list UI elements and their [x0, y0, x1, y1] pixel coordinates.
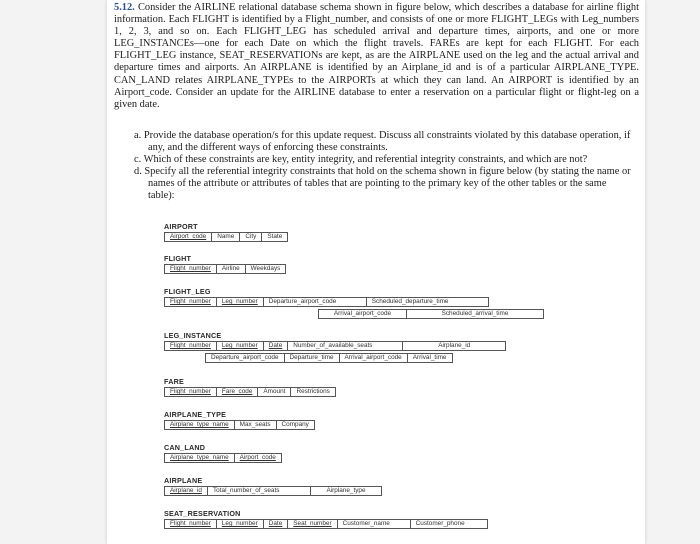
table-name: FLIGHT_LEG	[164, 287, 211, 296]
airport-table	[164, 222, 288, 242]
attribute-cell: Flight_number	[164, 387, 217, 397]
attribute-cell: Airplane_id	[403, 341, 506, 351]
attribute-cell: Seat_number	[288, 519, 337, 529]
attribute-cell: Weekdays	[246, 264, 287, 274]
question-c: c. Which of these constraints are key, entity integrity, and referential integrity constraints, and which are not?	[134, 154, 588, 166]
attribute-row	[164, 420, 315, 430]
attribute-cell: Departure_time	[285, 353, 340, 363]
attribute-cell: State	[262, 232, 288, 242]
attribute-cell: Leg_number	[217, 519, 264, 529]
attribute-cell: City	[240, 232, 262, 242]
attribute-cell: Airplane_type_name	[164, 420, 235, 430]
document-page	[107, 0, 645, 544]
question-list	[134, 130, 632, 203]
fare-table	[164, 377, 336, 397]
attribute-cell: Flight_number	[164, 297, 217, 307]
question-d: d. Specify all the referential integrity constraints that hold on the schema shown in figure below (by stating the name or names of the attribute or attributes of tables that are pointing to the primary key of the other tables or the same table):	[134, 166, 631, 202]
attribute-cell: Date	[264, 341, 289, 351]
attribute-cell: Leg_number	[217, 297, 264, 307]
attribute-cell: Airline	[217, 264, 246, 274]
attribute-row	[164, 387, 336, 397]
flight-table	[164, 254, 286, 274]
attribute-row	[318, 309, 544, 319]
flight-leg-continuation	[318, 309, 544, 319]
attribute-cell: Company	[277, 420, 315, 430]
attribute-cell: Arrival_time	[408, 353, 453, 363]
attribute-cell: Name	[212, 232, 240, 242]
attribute-cell: Leg_number	[217, 341, 264, 351]
attribute-row	[164, 264, 286, 274]
attribute-cell: Amount	[258, 387, 291, 397]
attribute-cell: Number_of_available_seats	[288, 341, 403, 351]
attribute-cell: Flight_number	[164, 519, 217, 529]
attribute-row	[205, 353, 453, 363]
table-name: AIRPLANE_TYPE	[164, 410, 227, 419]
attribute-cell: Customer_name	[338, 519, 411, 529]
problem-number: 5.12.	[114, 2, 135, 13]
attribute-cell: Scheduled_arrival_time	[407, 309, 544, 319]
attribute-row	[164, 341, 506, 351]
table-name: AIRPLANE	[164, 476, 203, 485]
can-land-table	[164, 443, 282, 463]
airplane-table	[164, 476, 382, 496]
attribute-cell: Departure_airport_code	[264, 297, 367, 307]
attribute-cell: Flight_number	[164, 341, 217, 351]
attribute-cell: Customer_phone	[411, 519, 488, 529]
attribute-row	[164, 232, 288, 242]
table-name: SEAT_RESERVATION	[164, 509, 241, 518]
attribute-cell: Airport_code	[235, 453, 282, 463]
attribute-row	[164, 297, 489, 307]
attribute-cell: Airplane_type	[311, 486, 382, 496]
attribute-cell: Max_seats	[235, 420, 277, 430]
table-name: AIRPORT	[164, 222, 198, 231]
attribute-cell: Date	[264, 519, 289, 529]
table-name: FARE	[164, 377, 184, 386]
table-name: LEG_INSTANCE	[164, 331, 222, 340]
table-name: CAN_LAND	[164, 443, 206, 452]
problem-text: Consider the AIRLINE relational database schema shown in figure below, which describes a database for airline flight information. Each FLIGHT is identified by a Flight_number, and consists of one or more FLIGHT_LEGs with Leg_numbers 1, 2, 3, and so on. Each FLIGHT_LEG has scheduled arrival and departure times, airports, and one or more LEG_INSTANCEs—one for each Date on which the flight travels. FAREs are kept for each FLIGHT. For each FLIGHT_LEG instance, SEAT_RESERVATIONs are kept, as are the AIRPLANE used on the leg and the actual arrival and departure times and airports. An AIRPLANE is identified by an Airplane_id and is of a particular AIRPLANE_TYPE. CAN_LAND relates AIRPLANE_TYPEs to the AIRPORTs at which they can land. An AIRPORT is identified by an Airport_code. Consider an update for the AIRLINE database to enter a reservation on a particular flight or flight-leg on a given date.	[114, 2, 639, 110]
attribute-row	[164, 486, 382, 496]
attribute-cell: Airplane_type_name	[164, 453, 235, 463]
attribute-cell: Airport_code	[164, 232, 212, 242]
attribute-cell: Arrival_airport_code	[318, 309, 407, 319]
question-a: a. Provide the database operation/s for this update request. Discuss all constraints violated by this database operation, if any, and the different ways of enforcing these constraints.	[134, 130, 631, 154]
airplane-type-table	[164, 410, 315, 430]
attribute-cell: Airplane_id	[164, 486, 208, 496]
table-name: FLIGHT	[164, 254, 192, 263]
attribute-row	[164, 453, 282, 463]
attribute-cell: Restrictions	[291, 387, 335, 397]
attribute-cell: Total_number_of_seats	[208, 486, 311, 496]
attribute-row	[164, 519, 488, 529]
problem-statement	[114, 2, 639, 111]
attribute-cell: Fare_code	[217, 387, 259, 397]
attribute-cell: Scheduled_departure_time	[367, 297, 489, 307]
flight-leg-table	[164, 287, 489, 307]
attribute-cell: Arrival_airport_code	[340, 353, 408, 363]
attribute-cell: Flight_number	[164, 264, 217, 274]
attribute-cell: Departure_airport_code	[205, 353, 285, 363]
leg-instance-continuation	[205, 353, 453, 363]
leg-instance-table	[164, 331, 506, 351]
seat-reservation-table	[164, 509, 488, 529]
